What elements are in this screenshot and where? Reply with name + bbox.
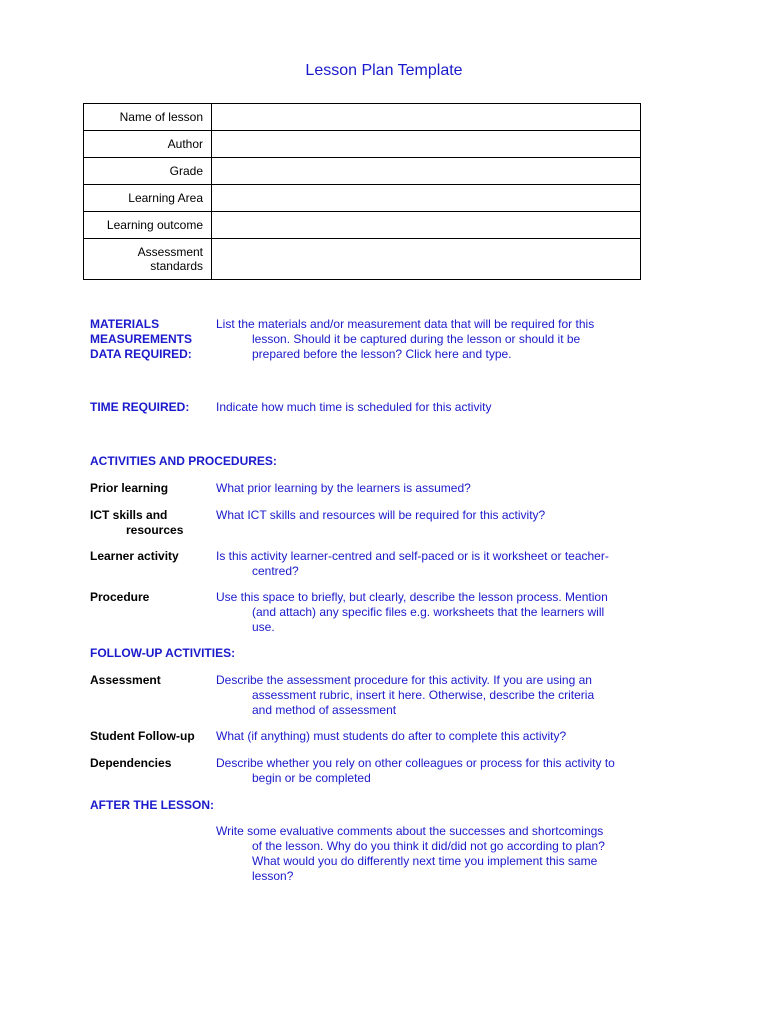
- assessment-standards-label-line: Assessment: [137, 245, 203, 259]
- after-lesson-heading: AFTER THE LESSON:: [90, 798, 215, 812]
- procedure-text-line: use.: [252, 620, 275, 634]
- name-of-lesson-label: Name of lesson: [84, 104, 212, 131]
- after-lesson-text[interactable]: [216, 824, 636, 884]
- table-row: [84, 158, 641, 185]
- grade-field[interactable]: [212, 158, 641, 185]
- learning-outcome-label: Learning outcome: [84, 212, 212, 239]
- materials-text[interactable]: [216, 317, 636, 362]
- assessment-standards-field[interactable]: [212, 239, 641, 280]
- learner-activity-text-line: Is this activity learner-centred and self-paced or is it worksheet or teacher-: [216, 549, 609, 563]
- materials-text-line: lesson. Should it be captured during the lesson or should it be: [252, 332, 581, 346]
- dependencies-text-line: Describe whether you rely on other colleagues or process for this activity to: [216, 756, 615, 770]
- assessment-label: Assessment: [90, 673, 161, 687]
- procedure-text-line: (and attach) any specific files e.g. worksheets that the learners will: [252, 605, 605, 619]
- ict-label-line: resources: [126, 523, 184, 537]
- learner-activity-label: Learner activity: [90, 549, 179, 563]
- materials-label-line: MATERIALS: [90, 317, 160, 331]
- ict-label: [90, 508, 210, 538]
- table-row: [84, 131, 641, 158]
- prior-learning-text[interactable]: What prior learning by the learners is assumed?: [216, 481, 471, 495]
- author-label: Author: [84, 131, 212, 158]
- author-field[interactable]: [212, 131, 641, 158]
- materials-label: [90, 317, 210, 362]
- time-required-text[interactable]: Indicate how much time is scheduled for this activity: [216, 400, 492, 414]
- learner-activity-text[interactable]: [216, 549, 636, 579]
- assessment-standards-label: [84, 239, 212, 280]
- activities-heading: ACTIVITIES AND PROCEDURES:: [90, 454, 277, 468]
- table-row: [84, 239, 641, 280]
- after-lesson-text-line: of the lesson. Why do you think it did/did not go according to plan?: [252, 839, 605, 853]
- materials-label-line: MEASUREMENTS: [90, 332, 193, 346]
- assessment-text[interactable]: [216, 673, 636, 718]
- table-row: [84, 104, 641, 131]
- name-of-lesson-field[interactable]: [212, 104, 641, 131]
- materials-label-line: DATA REQUIRED:: [90, 347, 192, 361]
- after-lesson-text-line: Write some evaluative comments about the successes and shortcomings: [216, 824, 604, 838]
- prior-learning-label: Prior learning: [90, 481, 169, 495]
- learning-area-label: Learning Area: [84, 185, 212, 212]
- page-title: Lesson Plan Template: [305, 62, 463, 79]
- ict-label-line: ICT skills and: [90, 508, 168, 522]
- materials-text-line: List the materials and/or measurement data that will be required for this: [216, 317, 595, 331]
- student-followup-label: Student Follow-up: [90, 729, 195, 743]
- time-required-label: TIME REQUIRED:: [90, 400, 190, 414]
- assessment-text-line: assessment rubric, insert it here. Otherwise, describe the criteria: [252, 688, 595, 702]
- learning-area-field[interactable]: [212, 185, 641, 212]
- materials-text-line: prepared before the lesson? Click here and type.: [252, 347, 512, 361]
- after-lesson-text-line: lesson?: [252, 869, 294, 883]
- assessment-text-line: Describe the assessment procedure for this activity. If you are using an: [216, 673, 592, 687]
- ict-text[interactable]: What ICT skills and resources will be required for this activity?: [216, 508, 546, 522]
- dependencies-label: Dependencies: [90, 756, 172, 770]
- grade-label: Grade: [84, 158, 212, 185]
- after-lesson-text-line: What would you do differently next time you implement this same: [252, 854, 598, 868]
- lesson-info-table: [83, 103, 641, 280]
- table-row: [84, 212, 641, 239]
- learner-activity-text-line: centred?: [252, 564, 299, 578]
- dependencies-text-line: begin or be completed: [252, 771, 371, 785]
- procedure-label: Procedure: [90, 590, 150, 604]
- procedure-text[interactable]: [216, 590, 636, 635]
- assessment-standards-label-line: standards: [150, 259, 203, 273]
- student-followup-text[interactable]: What (if anything) must students do after to complete this activity?: [216, 729, 567, 743]
- assessment-text-line: and method of assessment: [252, 703, 397, 717]
- followup-heading: FOLLOW-UP ACTIVITIES:: [90, 646, 236, 660]
- table-row: [84, 185, 641, 212]
- dependencies-text[interactable]: [216, 756, 636, 786]
- procedure-text-line: Use this space to briefly, but clearly, describe the lesson process. Mention: [216, 590, 608, 604]
- learning-outcome-field[interactable]: [212, 212, 641, 239]
